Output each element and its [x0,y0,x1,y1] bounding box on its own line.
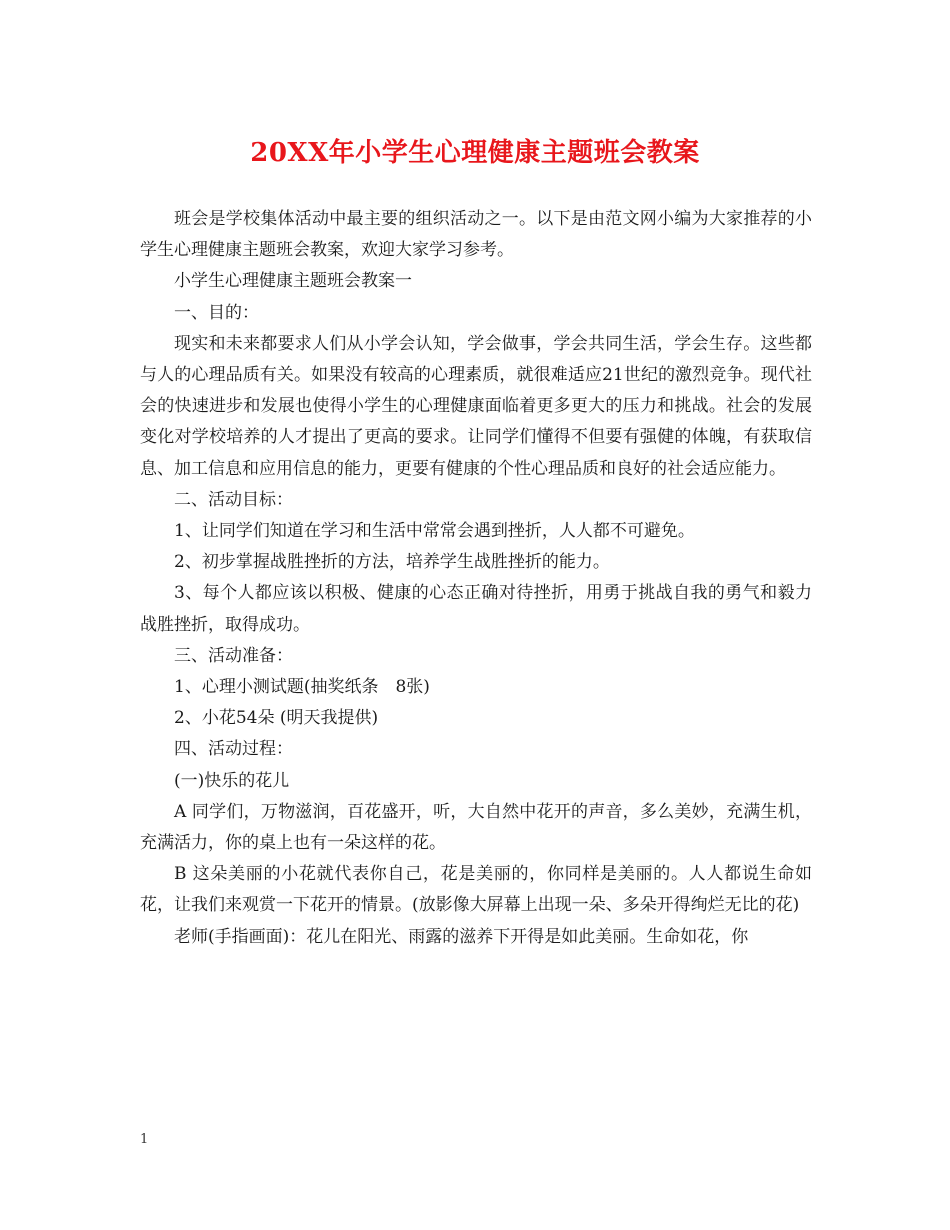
paragraph-teacher: 老师(手指画面)：花儿在阳光、雨露的滋养下开得是如此美丽。生命如花，你 [174,926,749,947]
list-item-goal-1: 1、让同学们知道在学习和生活中常常会遇到挫折，人人都不可避免。 [174,521,695,542]
section-heading-lesson-one: 小学生心理健康主题班会教案一 [174,271,412,292]
subsection-heading-happy-flowers: (一)快乐的花儿 [174,770,290,791]
list-item-goal-2: 2、初步掌握战胜挫折的方法，培养学生战胜挫折的能力。 [174,552,610,573]
page-number: 1 [140,1132,149,1147]
list-item-goal-3: 3、每个人都应该以积极、健康的心态正确对待挫折，用勇于挑战自我的勇气和毅力战胜挫折，取得成功。 [140,583,812,635]
paragraph-step-b: B 这朵美丽的小花就代表你自己，花是美丽的，你同样是美丽的。人人都说生命如花，让我们来观赏一下花开的情景。(放影像大屏幕上出现一朵、多朵开得绚烂无比的花) [140,864,812,916]
section-heading-preparation: 三、活动准备： [174,645,293,666]
paragraph-intro: 班会是学校集体活动中最主要的组织活动之一。以下是由范文网小编为大家推荐的小学生心理健康主题班会教案，欢迎大家学习参考。 [140,209,812,261]
document-body [140,204,812,953]
section-heading-purpose: 一、目的： [174,302,259,323]
list-item-prep-1: 1、心理小测试题(抽奖纸条 8张) [174,677,430,698]
paragraph-purpose: 现实和未来都要求人们从小学会认知，学会做事，学会共同生活，学会生存。这些都与人的心理品质有关。如果没有较高的心理素质，就很难适应21世纪的激烈竞争。现代社会的快速进步和发展也使得小学生的心理健康面临着更多更大的压力和挑战。社会的发展变化对学校培养的人才提出了更高的要求。让同学们懂得不但要有强健的体魄，有获取信息、加工信息和应用信息的能力，更要有健康的个性心理品质和良好的社会适应能力。 [140,333,812,479]
paragraph-step-a: A 同学们，万物滋润，百花盛开，听，大自然中花开的声音，多么美妙，充满生机，充满活力，你的桌上也有一朵这样的花。 [140,801,812,854]
section-heading-process: 四、活动过程： [174,739,293,760]
document-title: 20XX年小学生心理健康主题班会教案 [250,138,700,168]
section-heading-goals: 二、活动目标： [174,489,293,510]
list-item-prep-2: 2、小花54朵 (明天我提供) [174,708,379,729]
